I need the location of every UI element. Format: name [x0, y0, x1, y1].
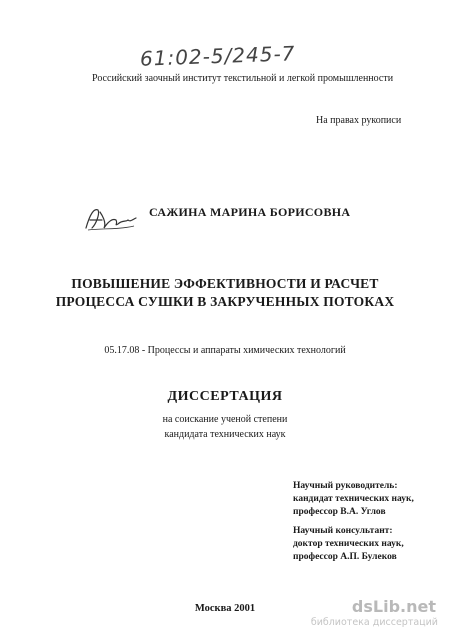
degree-line-1: на соискание ученой степени — [162, 414, 288, 425]
archive-code-handwritten: 61:02-5/245-7 — [139, 41, 296, 71]
author-name: САЖИНА МАРИНА БОРИСОВНА — [149, 205, 351, 219]
watermark-subtitle: библиотека диссертаций — [310, 617, 438, 628]
city-year: Москва 2001 — [194, 603, 256, 614]
author-signature — [82, 204, 138, 234]
advisor-name: профессор В.А. Углов — [293, 507, 386, 517]
watermark-brand: dsLib.net — [351, 597, 436, 616]
thesis-title-line-1: ПОВЫШЕНИЕ ЭФФЕКТИВНОСТИ И РАСЧЕТ — [71, 276, 379, 291]
rights-notice: На правах рукописи — [316, 115, 402, 126]
consultant-role: Научный консультант: — [293, 526, 393, 536]
thesis-title-line-2: ПРОЦЕССА СУШКИ В ЗАКРУЧЕННЫХ ПОТОКАХ — [55, 294, 395, 309]
advisor-title: кандидат технических наук, — [293, 494, 414, 504]
specialty-code: 05.17.08 - Процессы и аппараты химических технологий — [104, 345, 346, 356]
consultant-name: профессор А.П. Булеков — [293, 552, 397, 562]
document-type: ДИССЕРТАЦИЯ — [167, 389, 283, 404]
institute-name: Российский заочный институт текстильной и легкой промышленности — [92, 73, 394, 84]
advisor-role: Научный руководитель: — [293, 481, 398, 491]
degree-line-2: кандидата технических наук — [164, 429, 286, 440]
consultant-title: доктор технических наук, — [293, 539, 404, 549]
